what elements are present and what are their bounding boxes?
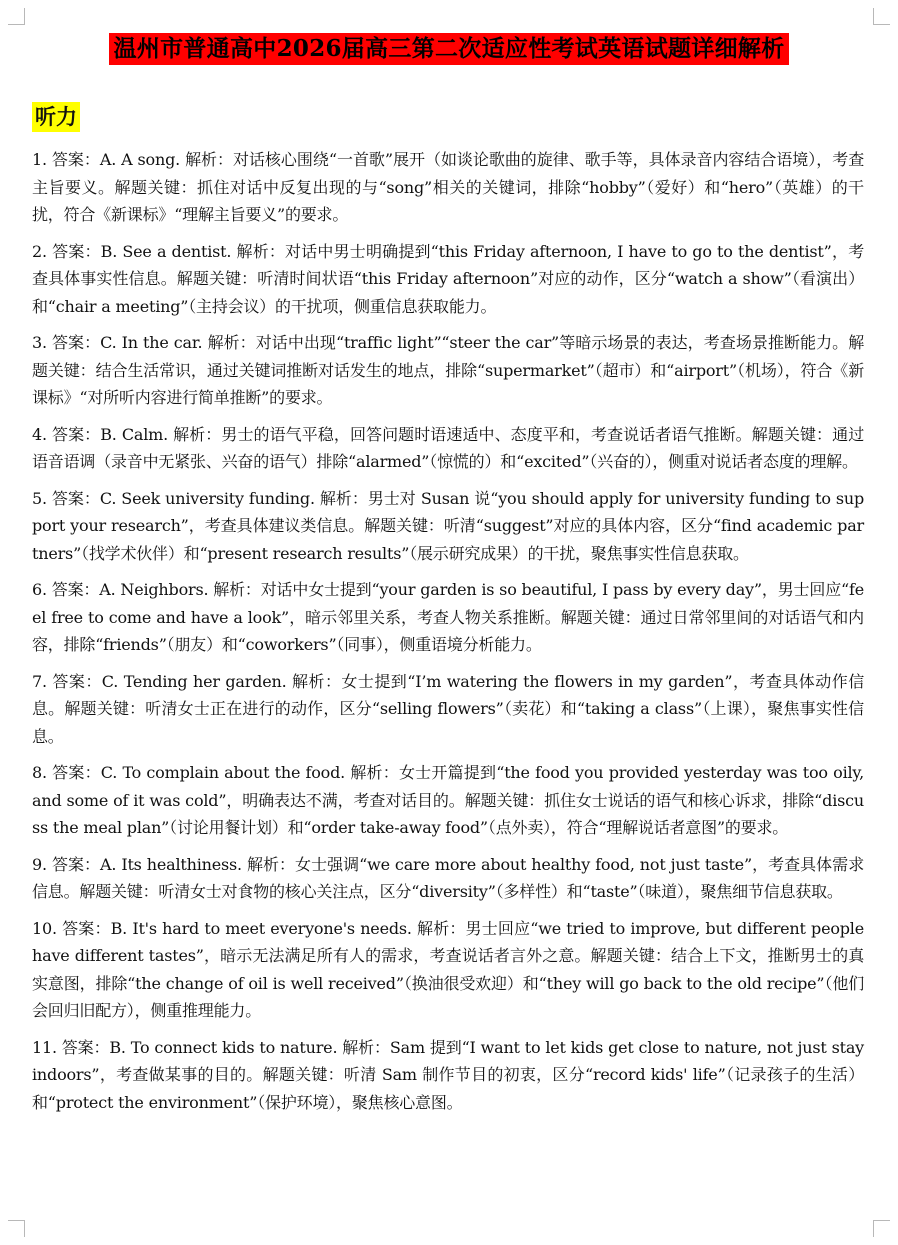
document-title: 温州市普通高中2026届高三第二次适应性考试英语试题详细解析 — [109, 33, 788, 65]
answer-item: 7. 答案：C. Tending her garden. 解析：女士提到“I’m watering the flowers in my garden”，考查具体动作信息。解题关键：听清女士正在进行的动作，区分“selling flowers”（卖花）和“taking a class”（上课），聚焦事实性信息。 — [32, 671, 864, 746]
answer-item: 2. 答案：B. See a dentist. 解析：对话中男士明确提到“this Friday afternoon, I have to go to the dentist”，考查具体事实性信息。解题关键：听清时间状语“this Friday afternoon”对应的动作，区分“watch a show”（看演出）和“chair a meeting”（主持会议）的干扰项，侧重信息获取能力。 — [32, 241, 864, 316]
answer-item: 1. 答案：A. A song. 解析：对话核心围绕“一首歌”展开（如谈论歌曲的旋律、歌手等，具体录音内容结合语境），考查主旨要义。解题关键：抓住对话中反复出现的与“song”相关的关键词，排除“hobby”（爱好）和“hero”（英雄）的干扰，符合《新课标》“理解主旨要义”的要求。 — [32, 150, 864, 224]
answer-item: 3. 答案：C. In the car. 解析：对话中出现“traffic light”“steer the car”等暗示场景的表达，考查场景推断能力。解题关键：结合生活常识，通过关键词推断对话发生的地点，排除“supermarket”（超市）和“airport”（机场），符合《新课标》“对所听内容进行简单推断”的要求。 — [32, 333, 864, 407]
answer-item: 5. 答案：C. Seek university funding. 解析：男士对 Susan 说“you should apply for university funding to support your research”，考查具体建议类信息。解题关键：听清“suggest”对应的具体内容，区分“find academic partners”（找学术伙伴）和“present research results”（展示研究成果）的干扰，聚焦事实性信息获取。 — [32, 488, 864, 563]
answer-item: 6. 答案：A. Neighbors. 解析：对话中女士提到“your garden is so beautiful, I pass by every day”，男士回应“feel free to come and have a look”，暗示邻里关系，考查人物关系推断。解题关键：通过日常邻里间的对话语气和内容，排除“friends”（朋友）和“coworkers”（同事），侧重语境分析能力。 — [32, 580, 864, 654]
answer-item: 4. 答案：B. Calm. 解析：男士的语气平稳，回答问题时语速适中、态度平和，考查说话者语气推断。解题关键：通过语音语调（录音中无紧张、兴奋的语气）排除“alarmed”（惊慌的）和“excited”（兴奋的），侧重对说话者态度的理解。 — [32, 424, 864, 471]
page-corner-mark — [873, 1220, 890, 1237]
answer-item: 10. 答案：B. It's hard to meet everyone's needs. 解析：男士回应“we tried to improve, but different people have different tastes”，暗示无法满足所有人的需求，考查说话者言外之意。解题关键：结合上下文，推断男士的真实意图，排除“the change of oil is well received”（换油很受欢迎）和“they will go back to the old recipe”（他们会回归旧配方），侧重推理能力。 — [32, 918, 864, 1020]
answer-item: 9. 答案：A. Its healthiness. 解析：女士强调“we care more about healthy food, not just taste”，考查具体需求信息。解题关键：听清女士对食物的核心关注点，区分“diversity”（多样性）和“taste”（味道），聚焦细节信息获取。 — [32, 854, 864, 901]
answer-item: 8. 答案：C. To complain about the food. 解析：女士开篇提到“the food you provided yesterday was too oily, and some of it was cold”，明确表达不满，考查对话目的。解题关键：抓住女士说话的语气和核心诉求，排除“discuss the meal plan”（讨论用餐计划）和“order take-away food”（点外卖），符合“理解说话者意图”的要求。 — [32, 763, 864, 837]
page-corner-mark — [873, 8, 890, 25]
title-wrapper — [0, 33, 898, 65]
page-corner-mark — [8, 1220, 25, 1237]
answer-list — [32, 146, 864, 1125]
answer-item: 11. 答案：B. To connect kids to nature. 解析：Sam 提到“I want to let kids get close to nature, not just stay indoors”，考查做某事的目的。解题关键：听清 Sam 制作节目的初衷，区分“record kids' life”（记录孩子的生活）和“protect the environment”（保护环境），聚焦核心意图。 — [32, 1037, 864, 1112]
section-heading-listening: 听力 — [32, 102, 80, 132]
page-corner-mark — [8, 8, 25, 25]
